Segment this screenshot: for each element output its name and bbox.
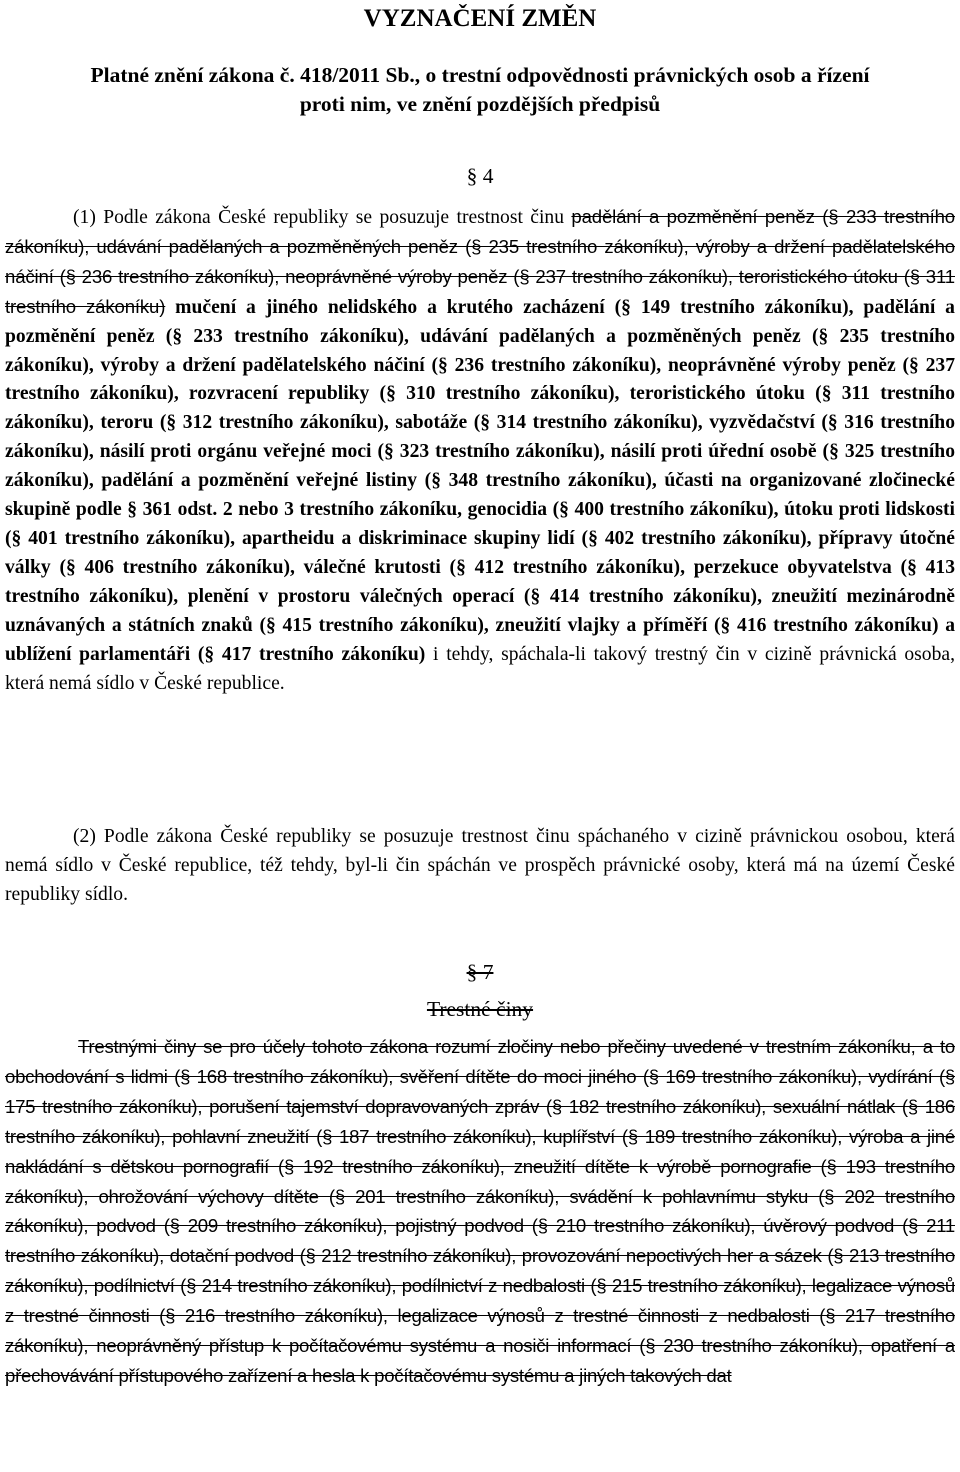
section-7-deleted-text: Trestnými činy se pro účely tohoto zákona rozumí zločiny nebo přečiny uvedené v trestním zákoníku, a to obchodování s lidmi (§ 168 trestního zákoníku), svěření dítěte do moci jiného (§ 169 trestního zákoníku), vydírání (§ 175 trestního zákoníku), porušení tajemství dopravovaných zpráv (§ 182 trestního zákoníku), sexuální nátlak (§ 186 trestního zákoníku), pohlavní zneužití (§ 187 trestního zákoníku), kuplířství (§ 189 trestního zákoníku), výroba a jiné nakládání s dětskou pornografií (§ 192 trestního zákoníku), zneužití dítěte k výrobě pornografie (§ 193 trestního zákoníku), ohrožování výchovy dítěte (§ 201 trestního zákoníku), svádění k pohlavnímu styku (§ 202 trestního zákoníku), podvod (§ 209 trestního zákoníku), pojistný podvod (§ 210 trestního zákoníku), úvěrový podvod (§ 211 trestního zákoníku), dotační podvod (§ 212 trestního zákoníku), provozování nepoctivých her a sázek (§ 213 trestního zákoníku), podílnictví (§ 214 trestního zákoníku), podílnictví z nedbalosti (§ 215 trestního zákoníku), legalizace výnosů z trestné činnosti (§ 216 trestního zákoníku), legalizace výnosů z trestné činnosti z nedbalosti (§ 217 trestního zákoníku), neoprávněný přístup k počítačovému systému a nosiči informací (§ 230 trestního zákoníku), opatření a přechovávání přístupového zařízení a hesla k počítačovému systému a jiných takových dat bbox=[5, 1036, 955, 1386]
section-7-heading-text: Trestné činy bbox=[426, 997, 534, 1021]
section-4-mark: § 4 bbox=[466, 164, 494, 188]
paragraph-1-tail: i tehdy, spáchala-li takový trestný čin v cizině právnická osoba, která nemá sídlo v České republice. bbox=[5, 643, 955, 694]
subtitle-line-2: proti nim, ve znění pozdějších předpisů bbox=[299, 92, 661, 116]
section-7-heading bbox=[0, 995, 960, 1023]
section-7-mark-text: § 7 bbox=[466, 960, 494, 984]
paragraph-1-lead: (1) Podle zákona České republiky se posuzuje trestnost činu bbox=[73, 207, 572, 228]
subtitle-line-1: Platné znění zákona č. 418/2011 Sb., o trestní odpovědnosti právnických osob a řízení bbox=[90, 63, 870, 87]
document-subtitle bbox=[0, 61, 960, 119]
section-4-paragraph-2: (2) Podle zákona České republiky se posuzuje trestnost činu spáchaného v cizině právnickou osobou, která nemá sídlo v České republice, též tehdy, byl-li čin spáchán ve prospěch právnické osoby, která má na území České republiky sídlo. bbox=[5, 826, 955, 905]
deleted-text: padělání a pozměnění peněz (§ 233 trestního zákoníku), udávání padělaných a pozměněných peněz (§ 235 trestního zákoníku), výroby a držení padělatelského náčiní (§ 236 trestního zákoníku), neoprávněné výroby peněz (§ 237 trestního zákoníku), teroristického útoku (§ 311 trestního zákoníku) bbox=[5, 206, 955, 317]
section-7-mark bbox=[0, 958, 960, 986]
section-7-paragraph bbox=[5, 1033, 955, 1472]
inserted-text: mučení a jiného nelidského a krutého zacházení (§ 149 trestního zákoníku), padělání a pozměnění peněz (§ 233 trestního zákoníku), udávání padělaných a pozměněných peněz (§ 235 trestního zákoníku), výroby a držení padělatelského náčiní (§ 236 trestního zákoníku), neoprávněné výroby peněz (§ 237 trestního zákoníku), rozvracení republiky (§ 310 trestního zákoníku), teroristického útoku (§ 311 trestního zákoníku), teroru (§ 312 trestního zákoníku), sabotáže (§ 314 trestního zákoníku), vyzvědačství (§ 316 trestního zákoníku), násilí proti orgánu veřejné moci (§ 323 trestního zákoníku), násilí proti úřední osobě (§ 325 trestního zákoníku), padělání a pozměnění veřejné listiny (§ 348 trestního zákoníku), účasti na organizované zločinecké skupině podle § 361 odst. 2 nebo 3 trestního zákoníku, genocidia (§ 400 trestního zákoníku), útoku proti lidskosti (§ 401 trestního zákoníku), apartheidu a diskriminace skupiny lidí (§ 402 trestního zákoníku), přípravy útočné války (§ 406 trestního zákoníku), válečné krutosti (§ 412 trestního zákoníku), perzekuce obyvatelstva (§ 413 trestního zákoníku), plenění v prostoru válečných operací (§ 414 trestního zákoníku), zneužití mezinárodně uznávaných a státních znaků (§ 415 trestního zákoníku), zneužití vlajky a příměří (§ 416 trestního zákoníku) a ublížení parlamentáři (§ 417 trestního zákoníku) bbox=[5, 296, 955, 665]
section-4-paragraph-1 bbox=[5, 203, 955, 698]
document-title: VYZNAČENÍ ZMĚN bbox=[363, 5, 597, 32]
